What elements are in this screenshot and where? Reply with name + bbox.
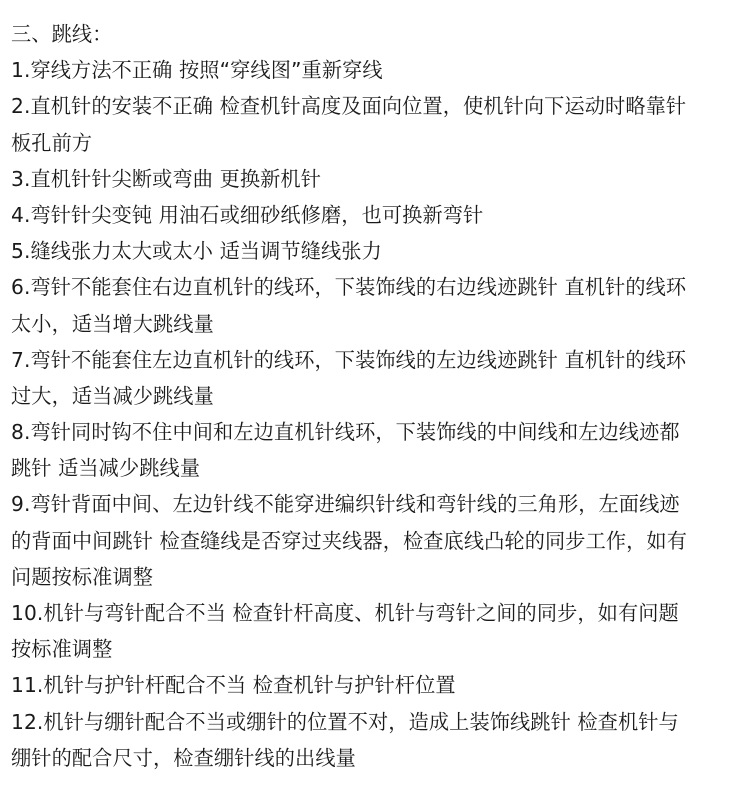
document-body: [11, 16, 733, 776]
text-line: 5.缝线张力太大或太小 适当调节缝线张力: [11, 239, 382, 264]
text-line: 问题按标准调整: [11, 564, 154, 589]
text-line: 6.弯针不能套住右边直机针的线环，下装饰线的右边线迹跳针 直机针的线环: [11, 275, 687, 300]
text-line: 板孔前方: [11, 130, 93, 155]
text-line: 11.机针与护针杆配合不当 检查机针与护针杆位置: [11, 673, 456, 698]
text-line: 10.机针与弯针配合不当 检查针杆高度、机针与弯针之间的同步，如有问题: [11, 601, 679, 625]
text-line: 按标准调整: [11, 637, 113, 662]
text-line: 2.直机针的安装不正确 检查机针高度及面向位置，使机针向下运动时略靠针: [11, 94, 687, 119]
text-line: 的背面中间跳针 检查缝线是否穿过夹线器，检查底线凸轮的同步工作，如有: [11, 528, 688, 553]
section-heading: 三、跳线：: [11, 22, 113, 46]
text-line: 9.弯针背面中间、左边针线不能穿进编织针线和弯针线的三角形，左面线迹: [11, 492, 680, 517]
text-line: 1.穿线方法不正确 按照“穿线图”重新穿线: [11, 58, 383, 83]
text-line: 7.弯针不能套住左边直机针的线环，下装饰线的左边线迹跳针 直机针的线环: [11, 347, 687, 372]
text-line: 跳针 适当减少跳线量: [11, 456, 201, 481]
text-line: 3.直机针针尖断或弯曲 更换新机针: [11, 166, 322, 191]
text-line: 过大，适当减少跳线量: [11, 383, 214, 408]
text-line: 太小，适当增大跳线量: [11, 311, 214, 336]
text-line: 4.弯针针尖变钝 用油石或细砂纸修磨，也可换新弯针: [11, 202, 484, 227]
text-line: 绷针的配合尺寸，检查绷针线的出线量: [11, 745, 356, 770]
text-line: 12.机针与绷针配合不当或绷针的位置不对，造成上装饰线跳针 检查机针与: [11, 709, 679, 734]
text-line: 8.弯针同时钩不住中间和左边直机针线环，下装饰线的中间线和左边线迹都: [11, 420, 680, 445]
